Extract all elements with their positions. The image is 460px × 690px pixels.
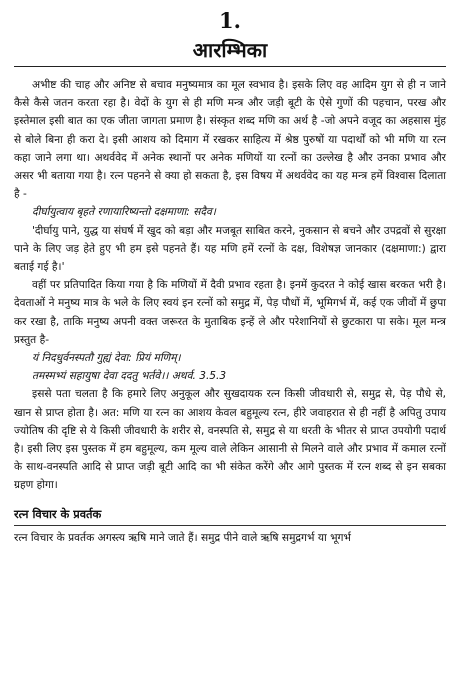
paragraph-translation: 'दीर्घायु पाने, युद्ध या संघर्ष में खुद को बड़ा और मजबूत साबित करने, नुकसान से बचने और उपद्रवों से सुरक्षा पाने के लिए जड़ हेते हुए भी हम इसे पहनते हैं। यह मणि हमें रत्नों के दक्ष, विशेषज्ञ जानकार (दक्षमाणा:) द्वारा बताई गई है।' <box>14 224 446 274</box>
shloka-atharvaveda-2-line-1: यं निदधुर्वनस्पतौ गुह्यं देवा: प्रियं मणिम्। <box>32 352 181 365</box>
shloka-atharvaveda-1: दीर्घायुत्वाय बृहते रणायारिष्यन्तो दक्षमाणा: सदैव। <box>32 206 216 219</box>
title-underline <box>14 66 446 67</box>
paragraph-pioneers: रत्न विचार के प्रवर्तक अगस्त्य ऋषि माने जाते हैं। समुद्र पीने वाले ऋषि समुद्रगर्भ या भूगर्भ <box>14 531 351 544</box>
shloka-atharvaveda-2-line-2: तमस्मभ्यं सहायुषा देवा ददतु भर्तवे।। अथर्व. 3.5.3 <box>32 370 227 383</box>
paragraph-divine-influence: वहीं पर प्रतिपादित किया गया है कि मणियों में दैवी प्रभाव रहता है। इनमें कुदरत ने कोई खास बरकत भरी है।देवताओं ने मनुष्य मात्र के भले के लिए स्वयं इन रत्नों को समुद्र में, पेड़ पौधों में, भूमिगर्भ में, कई एक जीवों में छुपा कर रखा है, ताकि मनुष्य अपनी वक्त जरूरत के मुताबिक इन्हें ले और परेशानियों से छुटकारा पा सके। मूल मन्त्र प्रस्तुत है- <box>14 279 446 346</box>
paragraph-meaning-of-ratna: इससे पता चलता है कि हमारे लिए अनुकूल और सुखदायक रत्न किसी जीवधारी से, समुद्र से, पेड़ पौधे से, खान से प्राप्त होता है। अत: मणि या रत्न का आशय केवल बहुमूल्य रत्न, हीरे जवाहरात से ही नहीं है अपितु उपाय ज्योतिष की दृष्टि से ये किसी जीवधारी के शरीर से, वनस्पति से, समुद्र से या धरती के भीतर से प्राप्त उपयोगी पदार्थ है। इसी लिए इस पुस्तक में हम बहुमूल्य, कम मूल्य वाले लेकिन आसानी से मिलने वाले और प्रभाव में कमाल रत्नों के साथ-वनस्पति आदि से प्राप्त जड़ी बूटी आदि का भी संकेत करेंगे और आगे पुस्तक में रत्न शब्द से इन सबका ग्रहण होगा। <box>14 388 446 492</box>
chapter-number: 1. <box>219 8 241 33</box>
paragraph-intro: अभीष्ट की चाह और अनिष्ट से बचाव मनुष्यमात्र का मूल स्वभाव है। इसके लिए वह आदिम युग से ही न जाने कैसे कैसे जतन करता रहा है। वेदों के युग से ही मणि मन्त्र और जड़ी बूटी के ऐसे गुणों की पहचान, परख और इस्तेमाल इसी बात का एक जीता जागता प्रमाण है। संस्कृत शब्द मणि का अर्थ है -जो अपने वजूद का अहसास मुंह से बोले बिना ही करा दे। इसी आशय को दिमाग में रखकर साहित्य में श्रेष्ठ पुरुषों या पदार्थों को भी मणि या रत्न कहा जाने लगा था। अथर्ववेद में अनेक स्थानों पर अनेक मणियों या रत्नों का उल्लेख है और उनका प्रभाव और असर भी बताया गया है। रत्न पहनने से क्या हो सकता है, इस विषय में अथर्ववेद का यह मन्त्र हमें विश्वास दिलाता है - <box>14 79 446 201</box>
section-heading: रत्न विचार के प्रवर्तक <box>14 506 102 521</box>
chapter-body <box>14 76 446 547</box>
section-heading-underline <box>14 525 446 526</box>
chapter-title: आरम्भिका <box>192 38 268 62</box>
